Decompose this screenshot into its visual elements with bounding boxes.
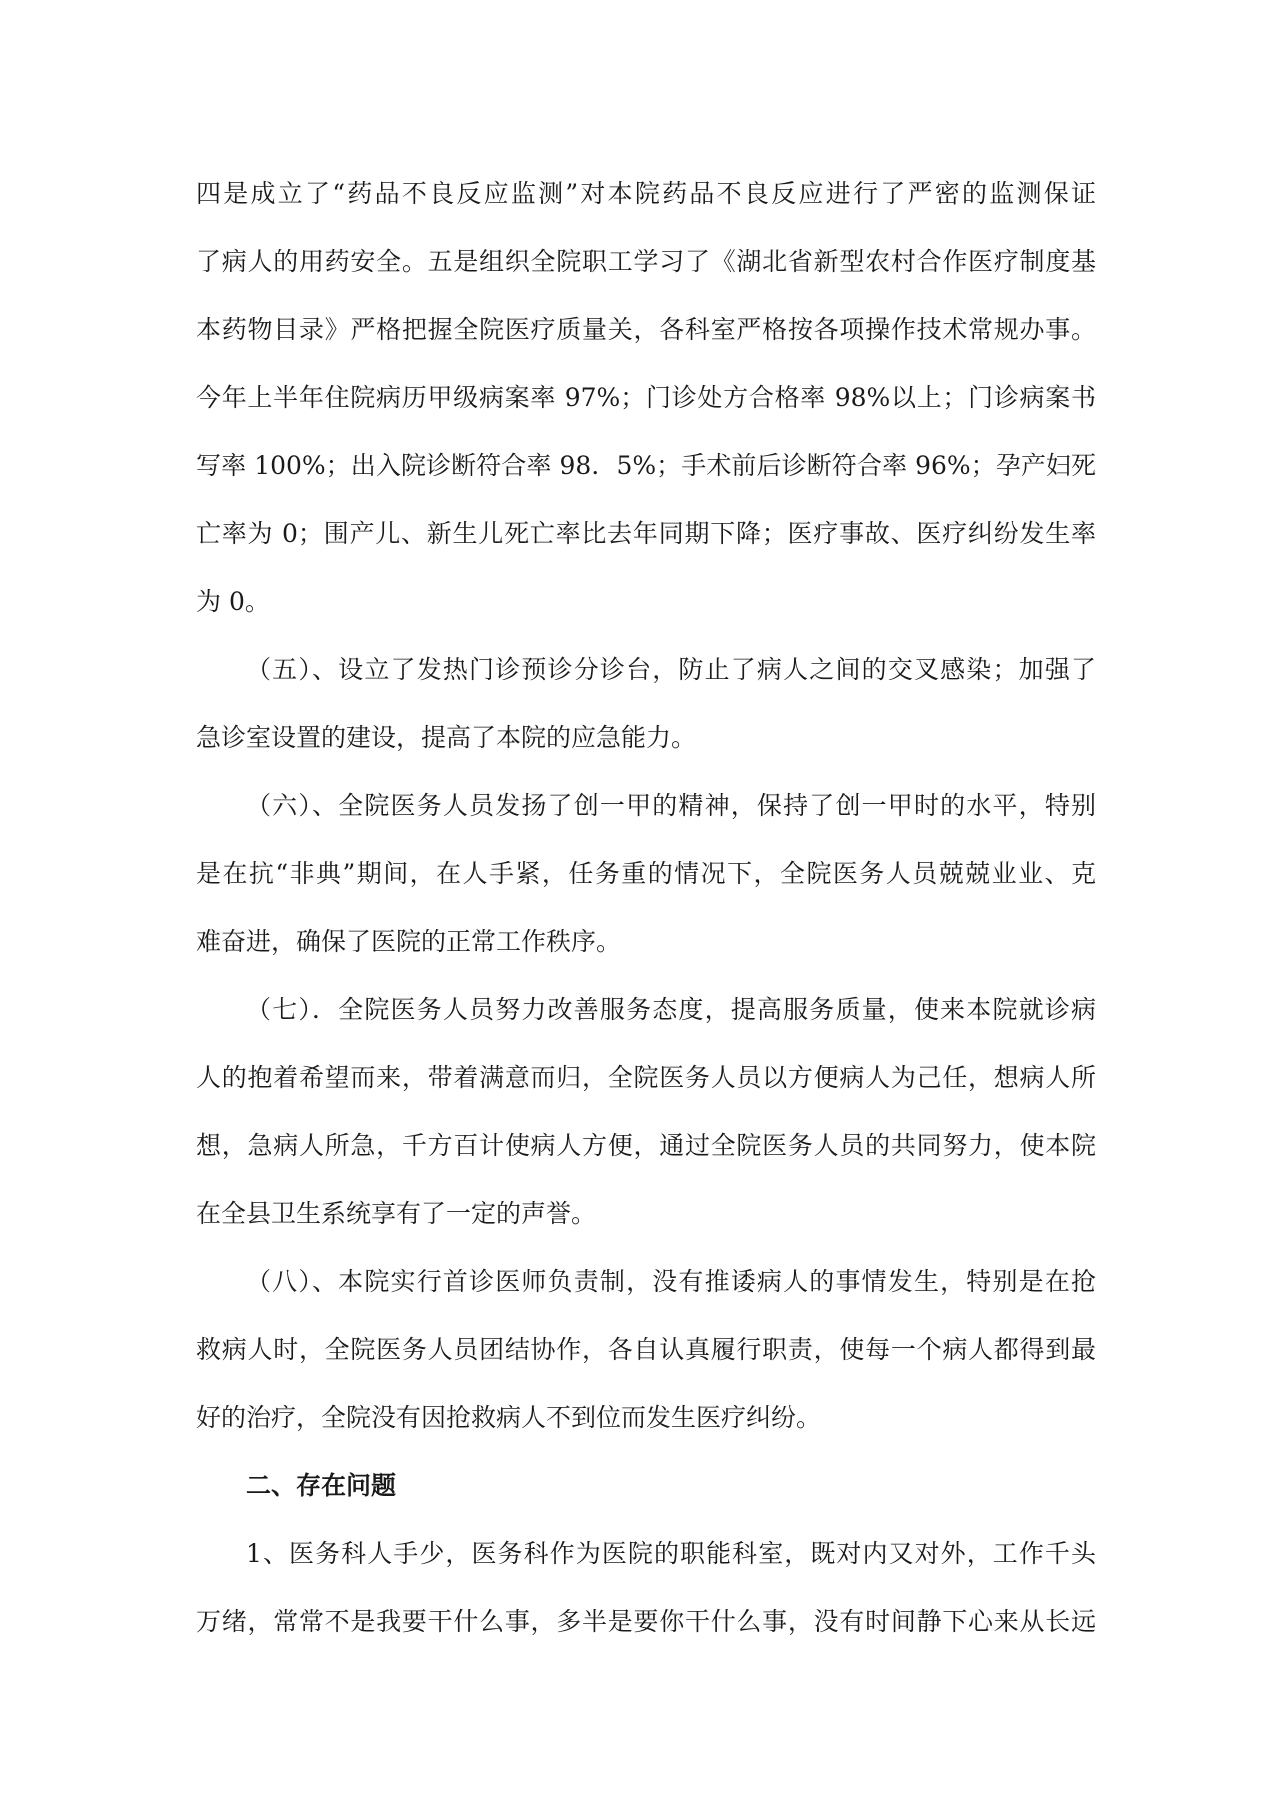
text-line: 四是成立了“药品不良反应监测”对本院药品不良反应进行了严密的监测保证 bbox=[196, 179, 1096, 208]
paragraph-item-8 bbox=[196, 1248, 1096, 1452]
text-line: 1、医务科人手少，医务科作为医院的职能科室，既对内又对外，工作千头 bbox=[246, 1539, 1096, 1568]
paragraph-item-6 bbox=[196, 772, 1096, 976]
text-line: （八）、本院实行首诊医师负责制，没有推诿病人的事情发生，特别是在抢 bbox=[246, 1267, 1096, 1296]
text-line: 人的抱着希望而来，带着满意而归，全院医务人员以方便病人为己任，想病人所 bbox=[196, 1063, 1096, 1092]
paragraph-item-7 bbox=[196, 976, 1096, 1248]
text-line: 写率 100%；出入院诊断符合率 98．5%；手术前后诊断符合率 96%；孕产妇死 bbox=[196, 451, 1096, 480]
text-line: 在全县卫生系统享有了一定的声誉。 bbox=[196, 1199, 597, 1228]
paragraph-drug-monitoring bbox=[196, 160, 1096, 636]
section-heading-problems bbox=[196, 1452, 1096, 1520]
paragraph-item-5 bbox=[196, 636, 1096, 772]
text-line: 万绪，常常不是我要干什么事，多半是要你干什么事，没有时间静下心来从长远 bbox=[196, 1607, 1096, 1636]
text-line: 是在抗“非典”期间，在人手紧，任务重的情况下，全院医务人员兢兢业业、克 bbox=[196, 859, 1096, 888]
text-line: 为 0。 bbox=[196, 587, 270, 616]
text-line: 本药物目录》严格把握全院医疗质量关，各科室严格按各项操作技术常规办事。 bbox=[196, 315, 1096, 344]
text-line: 了病人的用药安全。五是组织全院职工学习了《湖北省新型农村合作医疗制度基 bbox=[196, 247, 1096, 276]
section-heading-text: 二、存在问题 bbox=[246, 1471, 397, 1500]
text-line: （六）、全院医务人员发扬了创一甲的精神，保持了创一甲时的水平，特别 bbox=[246, 791, 1096, 820]
text-line: 好的治疗，全院没有因抢救病人不到位而发生医疗纠纷。 bbox=[196, 1403, 822, 1432]
document-body bbox=[196, 160, 1096, 1656]
text-line: （五）、设立了发热门诊预诊分诊台，防止了病人之间的交叉感染；加强了 bbox=[246, 655, 1096, 684]
text-line: 今年上半年住院病历甲级病案率 97%；门诊处方合格率 98%以上；门诊病案书 bbox=[196, 383, 1096, 412]
text-line: 急诊室设置的建设，提高了本院的应急能力。 bbox=[196, 723, 697, 752]
text-line: （七）．全院医务人员努力改善服务态度，提高服务质量，使来本院就诊病 bbox=[246, 995, 1096, 1024]
text-line: 亡率为 0；围产儿、新生儿死亡率比去年同期下降；医疗事故、医疗纠纷发生率 bbox=[196, 519, 1096, 548]
text-line: 难奋进，确保了医院的正常工作秩序。 bbox=[196, 927, 622, 956]
text-line: 想，急病人所急，千方百计使病人方便，通过全院医务人员的共同努力，使本院 bbox=[196, 1131, 1096, 1160]
paragraph-problem-1 bbox=[196, 1520, 1096, 1656]
text-line: 救病人时，全院医务人员团结协作，各自认真履行职责，使每一个病人都得到最 bbox=[196, 1335, 1096, 1364]
